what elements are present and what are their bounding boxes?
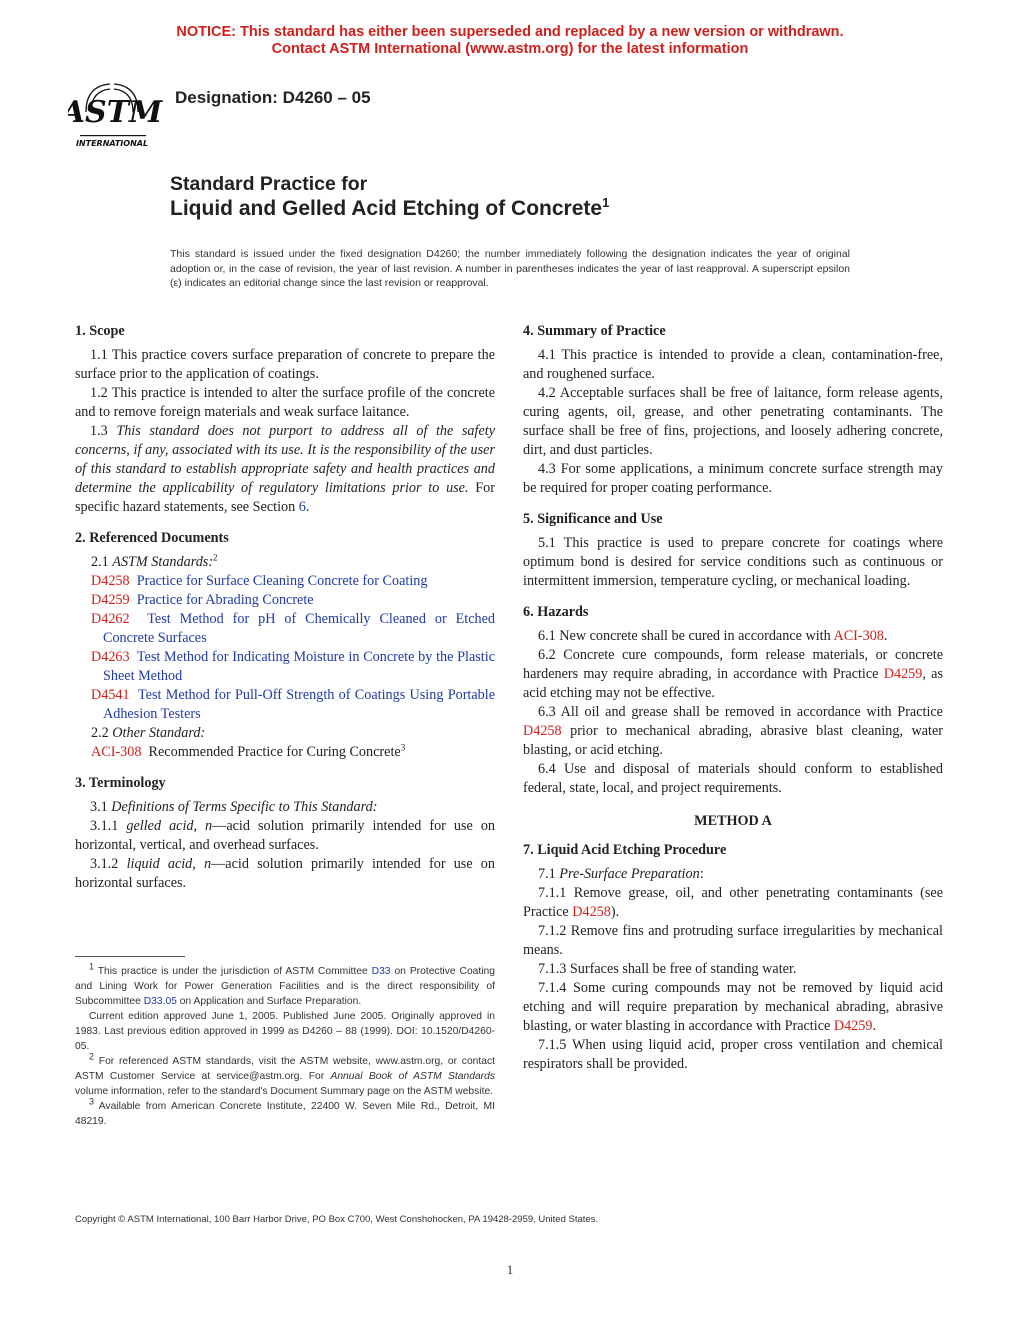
d4259-link[interactable]: D4259 xyxy=(883,666,923,682)
term-liquid-acid: liquid acid, n xyxy=(126,856,212,872)
right-column xyxy=(523,322,943,1074)
para-1-3-safety: This standard does not purport to address all of the safety concerns, if any, associated with its use. It is the responsibility of the user of this standard to establish appropriate safety and health practices and determine the applicability of regulatory limitations prior to use. xyxy=(75,423,495,496)
para-3-1-2-num: 3.1.2 xyxy=(90,856,127,872)
def-liquid-acid: —acid solution primarily intended for use on horizontal surfaces. xyxy=(75,856,495,891)
section-7-heading: 7. Liquid Acid Etching Procedure xyxy=(523,842,727,858)
footnote-1 xyxy=(75,961,496,1009)
copyright: Copyright © ASTM International, 100 Barr Harbor Drive, PO Box C700, West Conshohocken, PA 19428-2959, United States. xyxy=(75,1214,599,1225)
para-7-1 xyxy=(523,865,943,884)
astm-num: 2.1 xyxy=(91,554,113,570)
footnote-3-text: Available from American Concrete Institute, 22400 W. Seven Mile Rd., Detroit, MI 48219. xyxy=(75,1101,495,1127)
footnotes xyxy=(75,961,496,1129)
d33-link[interactable]: D33 xyxy=(371,966,391,977)
ref-title[interactable]: Test Method for Pull-Off Strength of Coatings Using Portable Adhesion Testers xyxy=(103,687,495,722)
para-7-1-num: 7.1 xyxy=(538,866,560,882)
ref-d4262[interactable] xyxy=(75,610,495,648)
footnote-2-mark: 2 xyxy=(89,1051,95,1062)
title-footnote-ref[interactable]: 1 xyxy=(602,195,610,210)
para-6-3-text: 6.3 All oil and grease shall be removed in accordance with Practice xyxy=(538,704,943,720)
intro-paragraph: This standard is issued under the fixed designation D4260; the number immediately following the designation indicates the year of original adoption or, in the case of revision, the year of last revision. A number in parentheses indicates the year of last reapproval. A superscript epsilon (ε) indicates an editorial change since the last revision or reapproval. xyxy=(170,248,850,289)
footnote-2 xyxy=(75,1051,495,1099)
para-1-3-num: 1.3 xyxy=(90,423,117,439)
footnote-1-text-c: on Application and Surface Preparation. xyxy=(176,996,362,1007)
logo-sub: INTERNATIONAL xyxy=(75,139,149,148)
para-6-1-text: 6.1 New concrete shall be cured in accordance with xyxy=(538,628,834,644)
astm-logo-icon xyxy=(68,72,164,152)
para-3-1-2 xyxy=(75,855,495,893)
ref-code[interactable]: D4258 xyxy=(91,573,130,589)
logo-letters: ASTM xyxy=(68,95,163,130)
footnote-2-book: Annual Book of ASTM Standards xyxy=(330,1071,495,1082)
aci-footnote-ref[interactable]: 3 xyxy=(400,742,406,753)
left-column xyxy=(75,322,495,893)
section-6-link[interactable]: 6 xyxy=(298,499,306,515)
footnote-3-mark: 3 xyxy=(89,1096,95,1107)
ref-code[interactable]: D4263 xyxy=(91,649,130,665)
para-4-1: 4.1 This practice is intended to provide a clean, contamination-free, and roughened surface. xyxy=(523,347,943,382)
para-7-1-label: Pre-Surface Preparation xyxy=(559,866,700,882)
footnote-2-text-a: For referenced ASTM standards, visit the ASTM website, www.astm.org, or contact ASTM Customer Service at service@astm.org. For xyxy=(75,1056,495,1082)
para-7-1-4-text: 7.1.4 Some curing compounds may not be removed by liquid acid etching and will require preparation by mechanical abrading, abrasive blasting, or water blasting in accordance with Practice xyxy=(523,980,943,1034)
ref-d4541[interactable] xyxy=(75,686,495,724)
para-7-1-5: 7.1.5 When using liquid acid, proper cross ventilation and chemical respirators shall be provided. xyxy=(523,1037,943,1072)
para-7-1-1-end: ). xyxy=(610,904,620,920)
para-6-2-end: , as acid etching may not be effective. xyxy=(523,666,943,701)
para-7-1-2: 7.1.2 Remove fins and protruding surface irregularities by mechanical means. xyxy=(523,923,943,958)
para-6-3-end: prior to mechanical abrading, abrasive blast cleaning, water blasting, or acid etching. xyxy=(523,723,943,758)
para-6-2-text: 6.2 Concrete cure compounds, form release materials, or concrete hardeners may require abrading, in accordance with Practice xyxy=(523,647,943,682)
notice-line-2: Contact ASTM International (www.astm.org) for the latest information xyxy=(271,41,749,57)
aci-308-link[interactable]: ACI-308 xyxy=(833,628,884,644)
def-gelled-acid: —acid solution primarily intended for use on horizontal, vertical, and overhead surfaces. xyxy=(75,818,496,853)
ref-d4259[interactable] xyxy=(75,591,495,610)
footnote-1-mark: 1 xyxy=(89,961,95,972)
para-3-1-label: Definitions of Terms Specific to This Standard: xyxy=(111,799,378,815)
para-3-1-num: 3.1 xyxy=(90,799,112,815)
other-num: 2.2 xyxy=(91,725,113,741)
other-standard-label xyxy=(75,724,495,743)
ref-code[interactable]: D4259 xyxy=(91,592,130,608)
page-number: 1 xyxy=(506,1262,514,1277)
d4259-link[interactable]: D4259 xyxy=(833,1018,873,1034)
ref-d4263[interactable] xyxy=(75,648,495,686)
d33-05-link[interactable]: D33.05 xyxy=(143,996,177,1007)
para-7-1-4 xyxy=(523,979,943,1036)
term-gelled-acid: gelled acid, n xyxy=(126,818,213,834)
method-a-heading: METHOD A xyxy=(694,813,772,829)
para-4-3: 4.3 For some applications, a minimum concrete surface strength may be required for proper coating performance. xyxy=(523,461,943,496)
para-7-1-end: : xyxy=(699,866,704,882)
ref-title: Recommended Practice for Curing Concrete xyxy=(148,744,401,760)
designation: Designation: D4260 – 05 xyxy=(175,88,371,107)
title-text: Liquid and Gelled Acid Etching of Concrete xyxy=(170,197,603,220)
section-4-heading: 4. Summary of Practice xyxy=(523,323,666,339)
para-5-1: 5.1 This practice is used to prepare concrete for coatings where optimum bond is desired for service conditions such as continuous or intermittent immersion, temperature cycling, or mechanical loading. xyxy=(523,535,943,589)
para-6-1-end: . xyxy=(883,628,888,644)
ref-code[interactable]: D4262 xyxy=(91,611,130,627)
title-line-1: Standard Practice for xyxy=(170,173,368,195)
supersede-notice xyxy=(0,24,1020,58)
para-1-3-tail: For specific hazard statements, see Section xyxy=(75,480,495,515)
para-1-2: 1.2 This practice is intended to alter the surface profile of the concrete and to remove foreign materials and weak surface laitance. xyxy=(75,385,495,420)
ref-title[interactable]: Test Method for Indicating Moisture in Concrete by the Plastic Sheet Method xyxy=(103,649,495,684)
section-1-heading: 1. Scope xyxy=(75,323,125,339)
para-1-1: 1.1 This practice covers surface preparation of concrete to prepare the surface prior to the application of coatings. xyxy=(75,347,495,382)
ref-code[interactable]: D4541 xyxy=(91,687,130,703)
para-7-1-3: 7.1.3 Surfaces shall be free of standing water. xyxy=(538,961,797,977)
section-5-heading: 5. Significance and Use xyxy=(523,511,663,527)
ref-title[interactable]: Practice for Abrading Concrete xyxy=(136,592,314,608)
section-6-heading: 6. Hazards xyxy=(523,604,589,620)
title-line-2 xyxy=(170,197,609,221)
other-label: Other Standard: xyxy=(112,725,206,741)
d4258-link[interactable]: D4258 xyxy=(572,904,611,920)
para-1-3-end: . xyxy=(305,499,310,515)
para-4-2: 4.2 Acceptable surfaces shall be free of laitance, form release agents, curing agents, oil, grease, and other penetrating contaminants. The surface shall be free of fins, projections, and loosely adhering concrete, dirt, and dust particles. xyxy=(523,385,943,458)
para-6-1 xyxy=(523,627,943,646)
section-2-heading: 2. Referenced Documents xyxy=(75,530,229,546)
footnote-2-text-b: volume information, refer to the standard's Document Summary page on the ASTM website. xyxy=(75,1086,494,1097)
para-6-4: 6.4 Use and disposal of materials should conform to established federal, state, local, and project requirements. xyxy=(523,761,943,796)
para-7-1-1-text: 7.1.1 Remove grease, oil, and other penetrating contaminants (see Practice xyxy=(523,885,943,920)
para-3-1-1 xyxy=(75,817,495,855)
section-3-heading: 3. Terminology xyxy=(75,775,166,791)
footnote-1-edition: Current edition approved June 1, 2005. Published June 2005. Originally approved in 1983. Last previous edition approved in 1999 as D4260 – 88 (1999). DOI: 10.1520/D4260-05. xyxy=(75,1011,495,1052)
para-1-3 xyxy=(75,422,495,517)
para-6-3 xyxy=(523,703,943,760)
ref-title[interactable]: Test Method for pH of Chemically Cleaned or Etched Concrete Surfaces xyxy=(103,611,495,646)
ref-title[interactable]: Practice for Surface Cleaning Concrete for Coating xyxy=(136,573,428,589)
footnote-1-text-a: This practice is under the jurisdiction of ASTM Committee xyxy=(94,966,372,977)
d4258-link[interactable]: D4258 xyxy=(523,723,562,739)
ref-d4258[interactable] xyxy=(75,572,495,591)
para-7-1-4-end: . xyxy=(872,1018,877,1034)
para-3-1-1-num: 3.1.1 xyxy=(90,818,127,834)
notice-line-1: NOTICE: This standard has either been superseded and replaced by a new version or withdrawn. xyxy=(176,24,844,40)
footnote-1-text-b: on Protective Coating and Lining Work for Power Generation Facilities and is the direct responsibility of Subcommittee xyxy=(75,966,496,1007)
astm-footnote-ref[interactable]: 2 xyxy=(213,552,218,563)
footnote-3 xyxy=(75,1096,495,1129)
ref-code[interactable]: ACI-308 xyxy=(91,744,142,760)
astm-standards-label xyxy=(75,553,495,572)
astm-label: ASTM Standards: xyxy=(112,554,214,570)
ref-aci-308[interactable] xyxy=(75,743,495,762)
footnote-rule xyxy=(75,956,185,957)
para-6-2 xyxy=(523,646,943,703)
para-7-1-1 xyxy=(523,884,943,922)
para-3-1 xyxy=(75,798,495,817)
